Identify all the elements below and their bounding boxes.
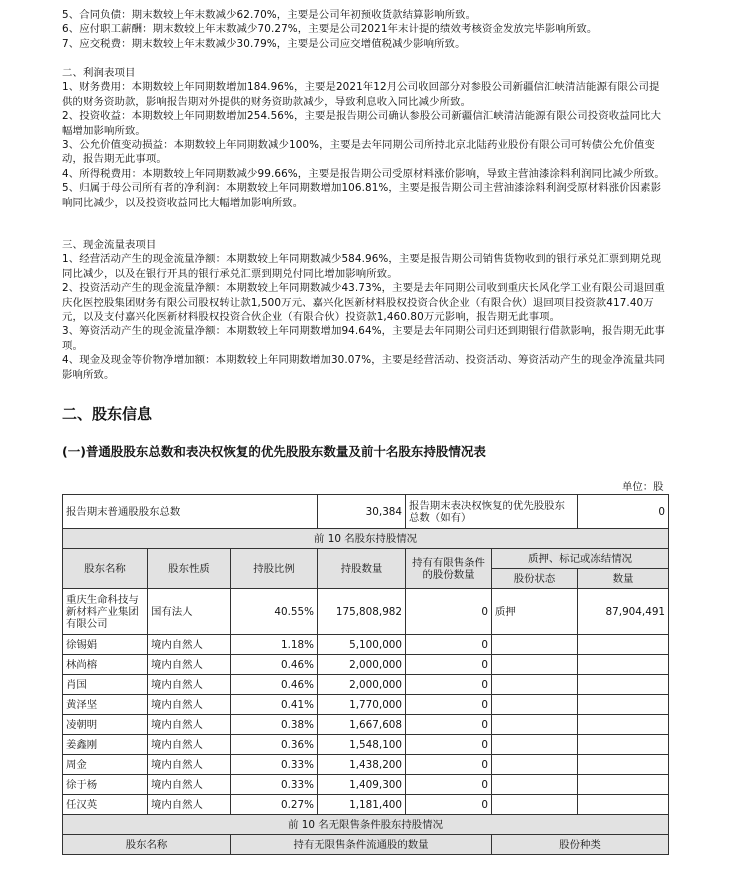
shareholder-name: 姜鑫刚 [63, 735, 148, 755]
pledged-qty [578, 755, 669, 775]
restricted-qty: 0 [406, 695, 492, 715]
restricted-qty: 0 [406, 715, 492, 735]
shareholder-table [62, 494, 669, 855]
shareholder-name: 林尚榕 [63, 655, 148, 675]
holding-qty: 2,000,000 [318, 675, 406, 695]
holding-ratio: 0.36% [231, 735, 318, 755]
table-row [63, 755, 669, 775]
pledged-qty [578, 695, 669, 715]
note-paragraph: 4、所得税费用：本期数较上年同期数减少99.66%，主要是报告期公司受原材料涨价影响，导致主营油漆涂料利润同比减少所致。 [62, 167, 665, 180]
pledge-status [492, 655, 578, 675]
restricted-qty: 0 [406, 735, 492, 755]
col-header-pledge-status: 股份状态 [492, 569, 578, 589]
pledge-status [492, 715, 578, 735]
shareholder-name: 徐锡娟 [63, 635, 148, 655]
holding-qty: 5,100,000 [318, 635, 406, 655]
shareholder-nature: 境内自然人 [148, 675, 231, 695]
pledge-status [492, 635, 578, 655]
unrestricted-header-qty: 持有无限售条件流通股的数量 [231, 835, 492, 855]
unrestricted-section-title: 前 10 名无限售条件股东持股情况 [63, 815, 669, 835]
note-line: 7、应交税费：期末数较上年末数减少30.79%，主要是公司应交增值税减少影响所致。 [62, 37, 466, 50]
col-header-ratio: 持股比例 [231, 549, 318, 589]
holding-qty: 2,000,000 [318, 655, 406, 675]
note-line: 6、应付职工薪酬：期末数较上年末数减少70.27%，主要是公司2021年末计提的绩效考核资金发放完毕影响所致。 [62, 23, 598, 36]
restricted-qty: 0 [406, 655, 492, 675]
shareholder-nature: 境内自然人 [148, 755, 231, 775]
restricted-qty: 0 [406, 755, 492, 775]
shareholder-name: 凌朝明 [63, 715, 148, 735]
col-header-nature: 股东性质 [148, 549, 231, 589]
holding-ratio: 0.41% [231, 695, 318, 715]
pledged-qty [578, 735, 669, 755]
shareholder-nature: 国有法人 [148, 589, 231, 635]
holding-qty: 1,548,100 [318, 735, 406, 755]
restricted-qty: 0 [406, 675, 492, 695]
holding-ratio: 1.18% [231, 635, 318, 655]
holding-qty: 1,667,608 [318, 715, 406, 735]
holding-ratio: 0.46% [231, 675, 318, 695]
holding-qty: 1,409,300 [318, 775, 406, 795]
total-holders-label: 报告期末普通股股东总数 [63, 495, 318, 529]
note-paragraph: 4、现金及现金等价物净增加额：本期数较上年同期数增加30.07%，主要是经营活动、投资活动、筹资活动产生的现金净流量共同影响所致。 [62, 354, 665, 381]
top10-section-title: 前 10 名股东持股情况 [63, 529, 669, 549]
pledge-status [492, 755, 578, 775]
holding-ratio: 0.38% [231, 715, 318, 735]
shareholder-name: 任汉英 [63, 795, 148, 815]
shareholder-name: 黄泽坚 [63, 695, 148, 715]
col-header-pledge-qty: 数量 [578, 569, 669, 589]
holding-ratio: 0.46% [231, 655, 318, 675]
shareholder-nature: 境内自然人 [148, 775, 231, 795]
shareholder-nature: 境内自然人 [148, 795, 231, 815]
cash-section-title: 三、现金流量表项目 [62, 239, 157, 251]
shareholder-name: 徐于杨 [63, 775, 148, 795]
subsection-heading: (一)普通股股东总数和表决权恢复的优先股股东数量及前十名股东持股情况表 [62, 444, 486, 459]
shareholder-nature: 境内自然人 [148, 635, 231, 655]
table-row [63, 795, 669, 815]
pledged-qty [578, 795, 669, 815]
holding-qty: 1,438,200 [318, 755, 406, 775]
note-paragraph: 2、投资活动产生的现金流量净额：本期数较上年同期数减少43.73%，主要是去年同期公司收到重庆长风化学工业有限公司退回重庆化医控股集团财务有限公司股权转让款1,500万元、嘉兴化医新材料股权投资合伙企业（有限合伙）退回项目投资款417.40万元，以及支付嘉兴化医新材料股权投资合伙企业（有限合伙）投资款1,460.80万元影响，报告期无此事项。 [62, 282, 665, 324]
pledge-status [492, 675, 578, 695]
holding-ratio: 40.55% [231, 589, 318, 635]
note-line: 5、合同负债：期末数较上年末数减少62.70%，主要是公司年初预收货款结算影响所致。 [62, 9, 477, 21]
col-header-restricted: 持有有限售条件的股份数量 [406, 549, 492, 589]
note-paragraph: 1、财务费用：本期数较上年同期数增加184.96%，主要是2021年12月公司收回部分对参股公司新疆信汇峡清洁能源有限公司提供的财务资助款，影响报告期对外提供的财务资助款减少，导致利息收入同比减少所致。 [62, 81, 660, 108]
note-paragraph: 2、投资收益：本期数较上年同期数增加254.56%，主要是报告期公司确认参股公司新疆信汇峡清洁能源有限公司投资收益同比大幅增加影响所致。 [62, 110, 662, 137]
pledged-qty [578, 715, 669, 735]
income-notes [62, 66, 667, 210]
pledge-status [492, 735, 578, 755]
holding-ratio: 0.33% [231, 775, 318, 795]
total-holders-value: 30,384 [318, 495, 406, 529]
shareholder-name: 肖国 [63, 675, 148, 695]
holding-qty: 175,808,982 [318, 589, 406, 635]
table-row [63, 655, 669, 675]
pref-holders-value: 0 [578, 495, 669, 529]
table-row [63, 775, 669, 795]
table-row [63, 715, 669, 735]
shareholder-name: 重庆生命科技与新材料产业集团有限公司 [63, 589, 148, 635]
section-heading: 二、股东信息 [62, 405, 153, 423]
balance-notes [62, 8, 667, 51]
col-header-name: 股东名称 [63, 549, 148, 589]
restricted-qty: 0 [406, 589, 492, 635]
table-row [63, 695, 669, 715]
table-row [63, 675, 669, 695]
shareholder-nature: 境内自然人 [148, 735, 231, 755]
shareholder-nature: 境内自然人 [148, 695, 231, 715]
table-row [63, 635, 669, 655]
pledged-qty: 87,904,491 [578, 589, 669, 635]
unrestricted-header-name: 股东名称 [63, 835, 231, 855]
pledge-status [492, 775, 578, 795]
note-paragraph: 5、归属于母公司所有者的净利润：本期数较上年同期数增加106.81%，主要是报告期公司主营油漆涂料利润受原材料涨价因素影响同比减少，以及投资收益同比大幅增加影响所致。 [62, 182, 662, 209]
income-section-title: 二、利润表项目 [62, 67, 136, 79]
unrestricted-header-type: 股份种类 [492, 835, 669, 855]
col-header-pledge-group: 质押、标记或冻结情况 [492, 549, 669, 569]
holding-ratio: 0.27% [231, 795, 318, 815]
restricted-qty: 0 [406, 635, 492, 655]
pledged-qty [578, 655, 669, 675]
col-header-qty: 持股数量 [318, 549, 406, 589]
shareholder-nature: 境内自然人 [148, 655, 231, 675]
pledge-status [492, 795, 578, 815]
note-paragraph: 3、公允价值变动损益：本期数较上年同期数减少100%，主要是去年同期公司所持北京北陆药业股份有限公司可转债公允价值变动，报告期无此事项。 [62, 139, 655, 166]
shareholder-nature: 境内自然人 [148, 715, 231, 735]
table-row [63, 589, 669, 635]
restricted-qty: 0 [406, 795, 492, 815]
restricted-qty: 0 [406, 775, 492, 795]
table-row [63, 735, 669, 755]
pledged-qty [578, 775, 669, 795]
note-paragraph: 3、筹资活动产生的现金流量净额：本期数较上年同期数增加94.64%，主要是去年同期公司归还到期银行借款影响，报告期无此事项。 [62, 325, 665, 352]
unit-label: 单位：股 [622, 481, 664, 493]
pledged-qty [578, 675, 669, 695]
holding-qty: 1,770,000 [318, 695, 406, 715]
cash-notes [62, 238, 667, 382]
pledge-status [492, 695, 578, 715]
holding-ratio: 0.33% [231, 755, 318, 775]
shareholder-name: 周金 [63, 755, 148, 775]
pref-holders-label: 报告期末表决权恢复的优先股股东总数（如有） [406, 495, 578, 529]
pledged-qty [578, 635, 669, 655]
note-paragraph: 1、经营活动产生的现金流量净额：本期数较上年同期数减少584.96%，主要是报告期公司销售货物收到的银行承兑汇票到期兑现同比减少，以及在银行开具的银行承兑汇票到期兑付同比增加影响所致。 [62, 253, 662, 280]
holding-qty: 1,181,400 [318, 795, 406, 815]
pledge-status: 质押 [492, 589, 578, 635]
